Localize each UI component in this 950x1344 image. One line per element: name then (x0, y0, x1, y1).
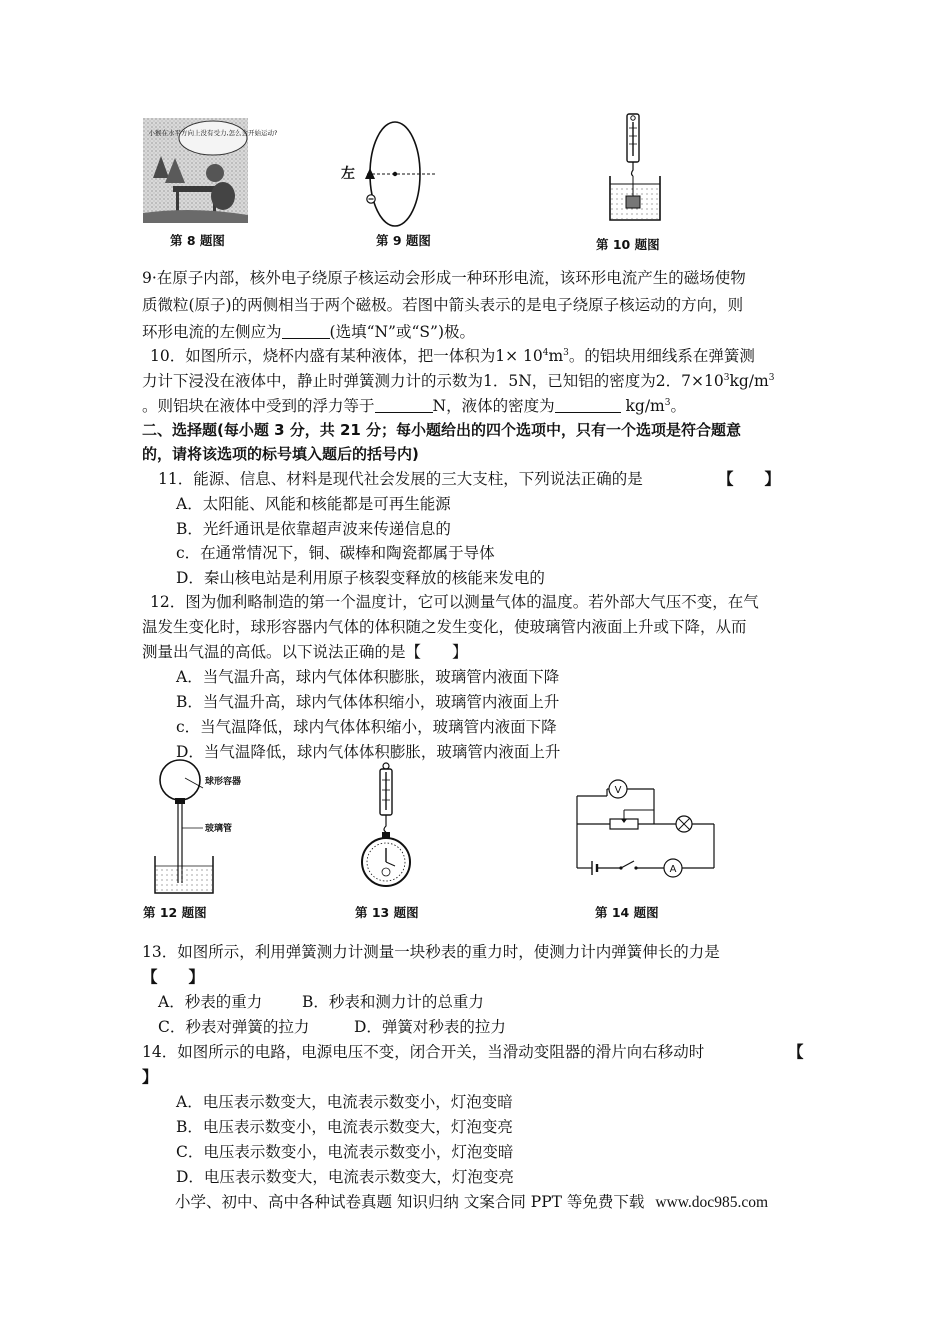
q10-line-1 (150, 346, 755, 366)
q11-option-d[interactable]: D．秦山核电站是利用原子核裂变释放的核能来发电的 (176, 569, 545, 587)
q12-line-3: 测量出气温的高低。以下说法正确的是【 】 (142, 643, 468, 661)
ammeter-label: A (669, 864, 677, 875)
switch-icon (621, 861, 634, 868)
figure-12 (145, 758, 265, 896)
fig13-caption: 第 13 题图 (355, 905, 419, 920)
q9-text-a: 环形电流的左侧应为 (142, 323, 282, 341)
q12-option-d[interactable]: D．当气温降低，球内气体体积膨胀，玻璃管内液面上升 (176, 743, 561, 761)
q11-option-a[interactable]: A．太阳能、风能和核能都是可再生能源 (176, 495, 451, 513)
q9-text-b: (选填“N”或“S”)极。 (329, 323, 475, 341)
q13-option-c[interactable]: C．秒表对弹簧的拉力 (158, 1018, 310, 1036)
q9-answer-blank[interactable] (282, 324, 330, 339)
q9-line-1: 9·在原子内部，核外电子绕原子核运动会形成一种环形电流，该环形电流产生的磁场使物 (142, 269, 746, 287)
q10-density-blank[interactable] (555, 398, 621, 413)
q10-line-3 (142, 396, 686, 416)
q13-option-d[interactable]: D．弹簧对秒表的拉力 (354, 1018, 506, 1036)
nucleus-dot (393, 172, 397, 176)
fig8-bubble-text: 小猴在水平方向上没有受力,怎么会开始运动? (148, 129, 278, 137)
q12-option-c[interactable]: c．当气温降低，球内气体体积缩小，玻璃管内液面下降 (176, 718, 557, 736)
figure-14 (572, 776, 722, 886)
left-label: 左 (341, 166, 355, 182)
glass-bulb (160, 760, 200, 800)
figure-10 (600, 112, 670, 230)
q14-option-d[interactable]: D．电压表示数变大，电流表示数变大，灯泡变亮 (176, 1168, 514, 1186)
q10-l1-a: 10．如图所示，烧杯内盛有某种液体，把一体积为1× 10 (150, 347, 543, 365)
q10-buoyancy-blank[interactable] (375, 398, 433, 413)
q14-option-a[interactable]: A．电压表示数变大，电流表示数变小，灯泡变暗 (176, 1093, 513, 1111)
q10-l3-c: kg/m (620, 397, 665, 415)
q11-stem: 11．能源、信息、材料是现代社会发展的三大支柱，下列说法正确的是 (158, 470, 643, 488)
q13-answer-bracket[interactable]: 【 】 (142, 968, 205, 986)
q10-l1-exp2: 3 (563, 348, 569, 358)
q14-line-1: 14．如图所示的电路，电源电压不变，闭合开关，当滑动变阻器的滑片向右移动时 (142, 1043, 705, 1061)
fig9-caption: 第 9 题图 (376, 233, 431, 248)
figure-8 (143, 118, 278, 223)
q12-line-2: 温发生变化时，球形容器内气体的体积随之发生变化，使玻璃管内液面上升或下降，从而 (142, 618, 747, 636)
q12-line-1: 12．图为伽利略制造的第一个温度计，它可以测量气体的温度。若外部大气压不变，在气 (150, 593, 759, 611)
q12-option-a[interactable]: A．当气温升高，球内气体体积膨胀，玻璃管内液面下降 (176, 668, 560, 686)
q10-l1-exp1: 4 (542, 348, 549, 358)
q10-l2-a: 力计下浸没在液体中，静止时弹簧测力计的示数为1．5N，已知铝的密度为2．7×10 (142, 372, 724, 390)
section2-heading-line-2: 的，请将该选项的标号填入题后的括号内) (142, 445, 419, 463)
fig10-caption: 第 10 题图 (596, 237, 660, 252)
label-ball-container: 球形容器 (205, 777, 242, 787)
q10-l1-c: 。的铝块用细线系在弹簧测 (568, 347, 755, 365)
q10-line-2 (142, 371, 774, 391)
q10-l3-d: 。 (670, 397, 687, 415)
voltmeter-label: V (614, 785, 622, 796)
q10-l3-a: 。则铝块在液体中受到的浮力等于 (142, 397, 375, 415)
section2-heading-line-1: 二、选择题(每小题 3 分，共 21 分；每小题给出的四个选项中，只有一个选项是符合题意 (142, 421, 742, 439)
q11-option-b[interactable]: B．光纤通讯是依靠超声波来传递信息的 (176, 520, 451, 538)
label-glass-tube: 玻璃管 (205, 824, 233, 834)
monkey-cartoon-image (143, 118, 278, 223)
q14-option-c[interactable]: C．电压表示数变小，电流表示数变小，灯泡变暗 (176, 1143, 514, 1161)
fig14-caption: 第 14 题图 (595, 905, 659, 920)
q9-line-3 (142, 322, 475, 342)
q13-option-a[interactable]: A．秒表的重力 (158, 993, 263, 1011)
q12-option-b[interactable]: B．当气温升高，球内气体体积缩小，玻璃管内液面上升 (176, 693, 560, 711)
figure-9 (335, 118, 455, 230)
q14-bracket-close[interactable]: 】 (142, 1068, 158, 1086)
footer-text: 小学、初中、高中各种试卷真题 知识归纳 文案合同 PPT 等免费下载 (175, 1193, 645, 1211)
q11-answer-bracket[interactable]: 【 】 (718, 470, 781, 488)
footer (175, 1192, 768, 1213)
q9-line-2: 质微粒(原子)的两侧相当于两个磁极。若图中箭头表示的是电子绕原子核运动的方向，则 (142, 296, 744, 314)
q10-l2-b: kg/m (729, 372, 769, 390)
footer-url[interactable]: www.doc985.com (655, 1194, 768, 1211)
q10-l3-exp: 3 (664, 398, 671, 408)
q10-l2-exp2: 3 (768, 373, 775, 383)
q11-option-c[interactable]: c．在通常情况下，铜、碳棒和陶瓷都属于导体 (176, 544, 495, 562)
fig12-caption: 第 12 题图 (143, 905, 207, 920)
q10-l2-exp1: 3 (723, 373, 730, 383)
aluminum-block (626, 196, 640, 208)
q10-l3-b: N，液体的密度为 (432, 397, 555, 415)
fig8-caption: 第 8 题图 (170, 233, 225, 248)
q13-line-1: 13．如图所示，利用弹簧测力计测量一块秒表的重力时，使测力计内弹簧伸长的力是 (142, 943, 720, 961)
q14-option-b[interactable]: B．电压表示数变小，电流表示数变大，灯泡变亮 (176, 1118, 513, 1136)
q13-option-b[interactable]: B．秒表和测力计的总重力 (302, 993, 484, 1011)
q14-bracket-open[interactable]: 【 (788, 1043, 804, 1061)
figure-13 (355, 760, 425, 895)
q10-l1-b: m (548, 347, 564, 365)
